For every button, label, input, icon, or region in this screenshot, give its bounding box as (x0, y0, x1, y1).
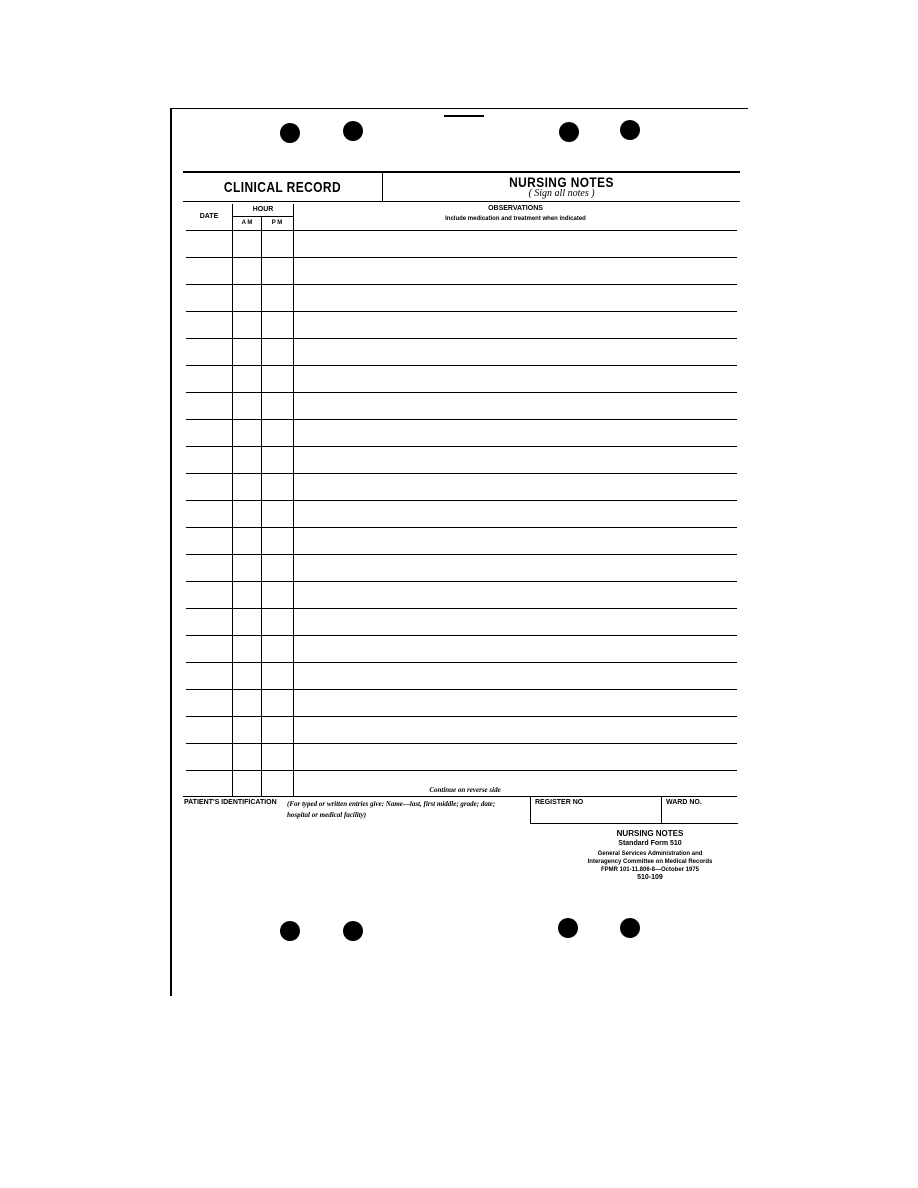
am-column-header: A M (241, 220, 253, 226)
observations-column-header: OBSERVATIONS (488, 205, 543, 212)
register-no-label: REGISTER NO (535, 799, 584, 806)
page-border-left (170, 108, 172, 996)
pm-column-header: P M (271, 220, 283, 226)
table-row-rule (186, 473, 737, 474)
hour-column-divider (293, 204, 294, 796)
table-row-rule (186, 257, 737, 258)
table-row-rule (186, 689, 737, 690)
table-row-rule (186, 716, 737, 717)
agency-line-2: Interagency Committee on Medical Records (587, 859, 713, 865)
observations-note: Include medication and treatment when indicated (445, 216, 586, 222)
table-row-rule (186, 500, 737, 501)
hour-column-header: HOUR (252, 206, 274, 213)
table-row-rule (186, 662, 737, 663)
ward-no-field[interactable] (661, 796, 738, 824)
punch-hole (343, 121, 363, 141)
nursing-notes-title: NURSING NOTES (509, 174, 614, 190)
top-mark (444, 115, 484, 117)
form-identification (570, 830, 730, 882)
table-row-rule (186, 527, 737, 528)
table-row-rule (186, 446, 737, 447)
am-pm-divider (261, 216, 262, 796)
agency-line-1: General Services Administration and (597, 851, 703, 857)
page-border-top (170, 108, 748, 109)
punch-hole (558, 918, 578, 938)
table-row-rule (186, 338, 737, 339)
clinical-record-title: CLINICAL RECORD (223, 179, 342, 196)
register-no-field[interactable] (530, 796, 662, 824)
continue-note: Continue on reverse side (429, 786, 501, 794)
punch-hole (620, 120, 640, 140)
punch-hole (559, 122, 579, 142)
stock-number: 510-109 (637, 874, 663, 881)
table-row-rule (186, 608, 737, 609)
table-row-rule (186, 554, 737, 555)
punch-hole (280, 123, 300, 143)
date-column-header: DATE (199, 213, 219, 220)
table-row-rule (186, 392, 737, 393)
form-title: NURSING NOTES (616, 829, 684, 838)
punch-hole (280, 921, 300, 941)
table-row-rule (186, 581, 737, 582)
hour-subheader-rule (233, 216, 293, 217)
table-row-rule (186, 284, 737, 285)
table-row-rule (186, 770, 737, 771)
punch-hole (620, 918, 640, 938)
table-row-rule (186, 311, 737, 312)
table-row-rule (186, 365, 737, 366)
table-header-rule (186, 230, 737, 231)
form-number: Standard Form 510 (618, 840, 682, 847)
patient-id-instructions: (For typed or written entries give: Name—last, first middle; grade; date; hospital or medical facility) (287, 800, 496, 819)
header-top-rule (183, 171, 740, 173)
table-row-rule (186, 635, 737, 636)
regulation: FPMR 101-11.806-8—October 1975 (600, 867, 700, 873)
header-bottom-rule (183, 201, 740, 202)
punch-hole (343, 921, 363, 941)
date-column-divider (232, 204, 233, 796)
table-row-rule (186, 743, 737, 744)
ward-no-label: WARD NO. (666, 799, 702, 806)
sign-all-notes: ( Sign all notes ) (528, 188, 595, 199)
patient-id-label: PATIENT'S IDENTIFICATION (184, 799, 277, 806)
table-row-rule (186, 419, 737, 420)
